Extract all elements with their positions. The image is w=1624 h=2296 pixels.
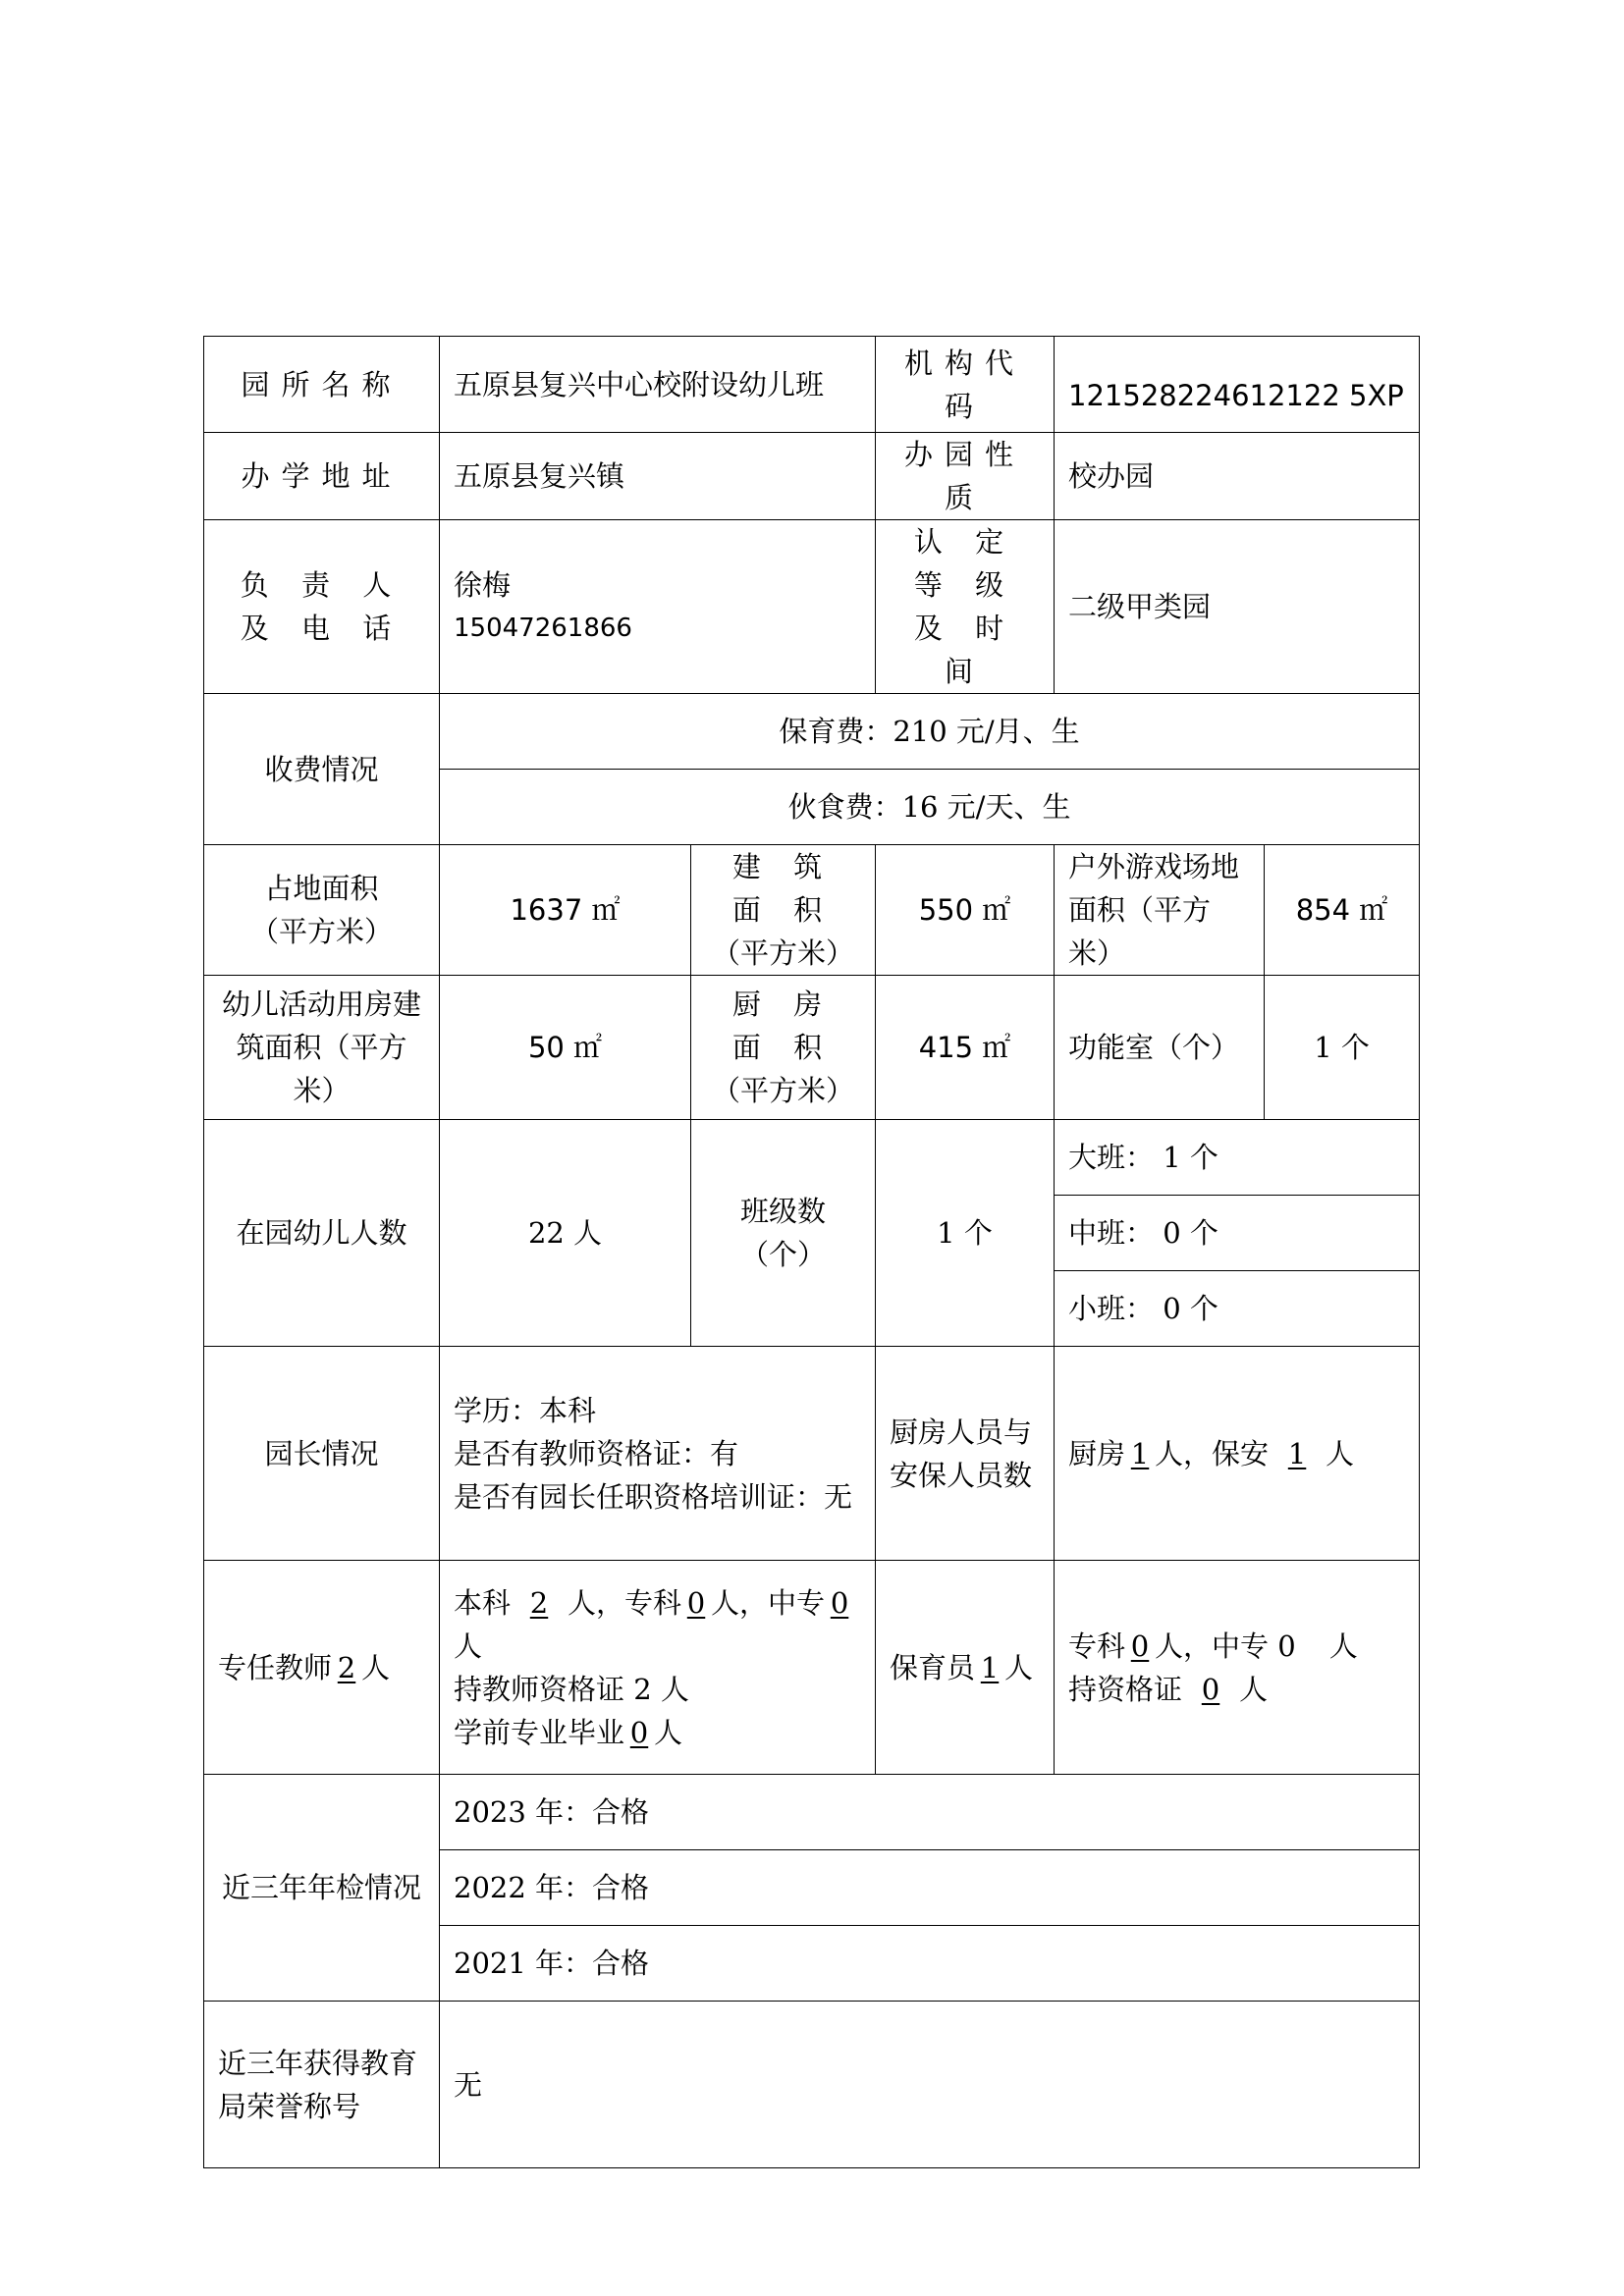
row-area	[204, 845, 1420, 976]
inspection-2021: 2021 年：合格	[440, 1926, 1420, 2002]
address-value: 五原县复兴镇	[440, 433, 876, 520]
teachers-label: 专任教师 2 人	[204, 1561, 440, 1775]
children-count-label: 在园幼儿人数	[204, 1120, 440, 1347]
inspection-label: 近三年年检情况	[204, 1775, 440, 2002]
nurse-detail: 专科 0 人，中专 0 人 持资格证 0 人	[1055, 1561, 1420, 1775]
director-teacher-cert: 是否有教师资格证：有	[454, 1436, 739, 1470]
inspection-2022: 2022 年：合格	[440, 1850, 1420, 1926]
code-label: 机构代码	[876, 337, 1055, 433]
row-fees-childcare	[204, 694, 1420, 770]
name-value: 五原县复兴中心校附设幼儿班	[440, 337, 876, 433]
function-room-value: 1 个	[1265, 976, 1420, 1120]
middle-class: 中班： 0 个	[1055, 1196, 1420, 1271]
nurse-label: 保育员 1 人	[876, 1561, 1055, 1775]
small-class: 小班： 0 个	[1055, 1271, 1420, 1347]
fee-meals: 伙食费：16 元/天、生	[440, 770, 1420, 845]
leader-phone: 15047261866	[454, 614, 632, 643]
nature-value: 校办园	[1055, 433, 1420, 520]
staff-label: 厨房人员与 安保人员数	[876, 1347, 1055, 1561]
grade-label	[876, 520, 1055, 694]
kindergarten-info-table	[203, 336, 1420, 2168]
leader-value	[440, 520, 876, 694]
row-address-nature	[204, 433, 1420, 520]
kitchen-area-value: 415 ㎡	[876, 976, 1055, 1120]
row-inspection-2023	[204, 1775, 1420, 1850]
row-enrollment-large	[204, 1120, 1420, 1196]
row-name-code	[204, 337, 1420, 433]
outdoor-area-value: 854 ㎡	[1265, 845, 1420, 976]
activity-area-value: 50 ㎡	[440, 976, 691, 1120]
inspection-2023: 2023 年：合格	[440, 1775, 1420, 1850]
leader-label	[204, 520, 440, 694]
fees-label: 收费情况	[204, 694, 440, 845]
teachers-detail: 本科 2 人，专科 0 人，中专 0人 持教师资格证 2 人 学前专业毕业 0 人	[440, 1561, 876, 1775]
row-teachers	[204, 1561, 1420, 1775]
leader-name: 徐梅	[454, 568, 512, 602]
address-label: 办学地址	[204, 433, 440, 520]
row-honors	[204, 2002, 1420, 2168]
building-area-value: 550 ㎡	[876, 845, 1055, 976]
building-area-label: 建 筑 面 积 （平方米）	[691, 845, 876, 976]
nurse-count: 1	[980, 1650, 1000, 1684]
large-class: 大班： 1 个	[1055, 1120, 1420, 1196]
leader-label-line1: 负 责 人	[240, 568, 404, 602]
land-area-value: 1637 ㎡	[440, 845, 691, 976]
code-value: 121528224612122 5XP	[1055, 337, 1420, 433]
row-rooms	[204, 976, 1420, 1120]
staff-value: 厨房 1 人，保安 1 人	[1055, 1347, 1420, 1561]
name-label: 园所名称	[204, 337, 440, 433]
children-count-value: 22 人	[440, 1120, 691, 1347]
director-info	[440, 1347, 876, 1561]
function-room-label: 功能室（个）	[1055, 976, 1265, 1120]
teacher-cert-line: 持教师资格证 2 人	[454, 1672, 689, 1706]
land-area-label: 占地面积 （平方米）	[204, 845, 440, 976]
director-education: 学历：本科	[454, 1393, 597, 1427]
fee-childcare: 保育费：210 元/月、生	[440, 694, 1420, 770]
row-director	[204, 1347, 1420, 1561]
row-leader-grade	[204, 520, 1420, 694]
grade-value: 二级甲类园	[1055, 520, 1420, 694]
director-training-cert: 是否有园长任职资格培训证：无	[454, 1479, 853, 1514]
activity-area-label: 幼儿活动用房建 筑面积（平方米）	[204, 976, 440, 1120]
outdoor-area-label: 户外游戏场地 面积（平方米）	[1055, 845, 1265, 976]
kitchen-area-label: 厨 房 面 积 （平方米）	[691, 976, 876, 1120]
grade-label-line2: 及 时 间	[913, 612, 1016, 688]
security-staff-count: 1	[1287, 1436, 1307, 1470]
kitchen-staff-count: 1	[1130, 1436, 1150, 1470]
nature-label: 办园性质	[876, 433, 1055, 520]
class-count-label: 班级数（个）	[691, 1120, 876, 1347]
leader-label-line2: 及 电 话	[240, 612, 404, 645]
class-count-value: 1 个	[876, 1120, 1055, 1347]
honors-value: 无	[440, 2002, 1420, 2168]
teacher-count: 2	[337, 1650, 356, 1684]
honors-label: 近三年获得教育 局荣誉称号	[204, 2002, 440, 2168]
grade-label-line1: 认 定 等 级	[913, 525, 1016, 602]
director-label: 园长情况	[204, 1347, 440, 1561]
